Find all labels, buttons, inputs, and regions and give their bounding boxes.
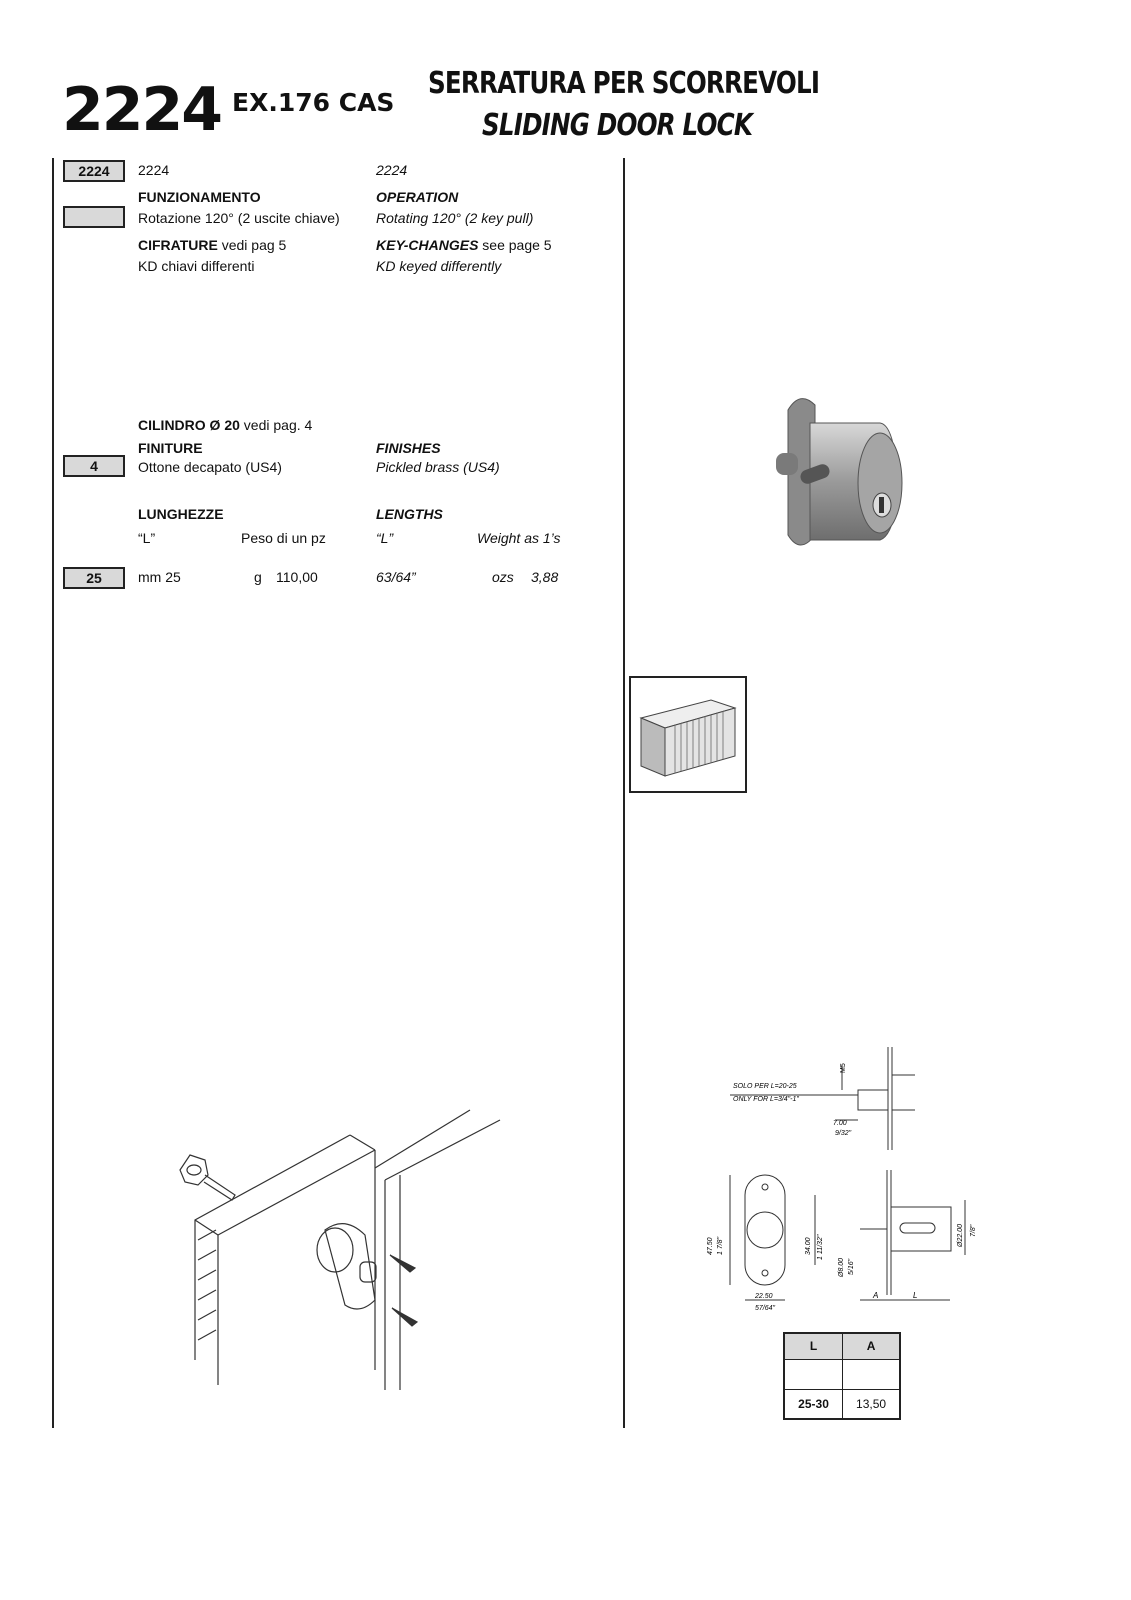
drawing-d932: 9/32" bbox=[835, 1130, 852, 1137]
drawing-d178: 1 7/8" bbox=[717, 1236, 724, 1255]
en-keychanges-ref: see page 5 bbox=[478, 237, 552, 253]
code-box-length: 25 bbox=[63, 567, 125, 589]
technical-drawing-views bbox=[700, 1165, 980, 1315]
drawing-d3400: 34.00 bbox=[805, 1237, 812, 1255]
lock-product-photo bbox=[760, 385, 960, 565]
drawing-label-l: L bbox=[913, 1291, 918, 1300]
ex-code: EX.176 CAS bbox=[232, 88, 395, 117]
en-operation-text: Rotating 120° (2 key pull) bbox=[376, 210, 534, 226]
drawing-d78: 7/8" bbox=[970, 1224, 977, 1237]
en-lengths-heading: LENGTHS bbox=[376, 506, 443, 522]
it-length-value: mm 25 bbox=[138, 569, 181, 585]
en-weight-unit: ozs bbox=[492, 569, 514, 585]
it-code: 2224 bbox=[138, 162, 170, 178]
it-cylinder-ref: vedi pag. 4 bbox=[239, 417, 313, 433]
table-cell-l: 25-30 bbox=[784, 1389, 843, 1419]
it-keychanges bbox=[138, 237, 286, 253]
table-spacer bbox=[784, 1359, 843, 1389]
it-keychanges-heading: CIFRATURE bbox=[138, 237, 218, 253]
drawing-note-english: ONLY FOR L=3/4"-1" bbox=[733, 1096, 799, 1103]
drawing-label-a: A bbox=[873, 1291, 879, 1300]
cabinet-thumbnail bbox=[629, 676, 747, 793]
product-code: 2224 bbox=[62, 75, 221, 145]
drawing-d2200: Ø22.00 bbox=[957, 1224, 964, 1247]
it-cylinder bbox=[138, 417, 312, 433]
it-weight-unit: g bbox=[254, 569, 262, 585]
en-weight-label: Weight as 1’s bbox=[477, 530, 561, 546]
code-box-blank bbox=[63, 206, 125, 228]
it-kd-text: KD chiavi differenti bbox=[138, 258, 255, 274]
code-box-finish: 4 bbox=[63, 455, 125, 477]
title-italian: SERRATURA PER SCORREVOLI bbox=[428, 66, 820, 101]
center-rule bbox=[623, 158, 625, 1428]
drawing-d516: 5/16" bbox=[848, 1258, 855, 1275]
table-spacer bbox=[843, 1359, 900, 1389]
en-l-label: “L” bbox=[376, 530, 394, 546]
it-finish-text: Ottone decapato (US4) bbox=[138, 459, 282, 475]
en-keychanges bbox=[376, 237, 552, 253]
it-keychanges-ref: vedi pag 5 bbox=[217, 237, 287, 253]
table-header-l: L bbox=[784, 1333, 843, 1359]
it-finishes-heading: FINITURE bbox=[138, 440, 203, 456]
title-english: SLIDING DOOR LOCK bbox=[482, 108, 753, 143]
table-cell-a: 13,50 bbox=[843, 1389, 900, 1419]
en-finish-text: Pickled brass (US4) bbox=[376, 459, 500, 475]
en-operation-heading: OPERATION bbox=[376, 189, 459, 205]
installation-drawing bbox=[160, 1100, 520, 1400]
code-box-main: 2224 bbox=[63, 160, 125, 182]
drawing-d4750: 47.50 bbox=[707, 1237, 714, 1255]
it-lengths-heading: LUNGHEZZE bbox=[138, 506, 224, 522]
it-weight-value: 110,00 bbox=[276, 569, 318, 585]
en-kd-text: KD keyed differently bbox=[376, 258, 502, 274]
technical-drawing-top bbox=[730, 1045, 930, 1155]
en-keychanges-heading: KEY-CHANGES bbox=[376, 237, 479, 253]
drawing-d2250: 22.50 bbox=[755, 1293, 773, 1300]
left-rule bbox=[52, 158, 54, 1428]
it-l-label: “L” bbox=[138, 530, 156, 546]
en-code: 2224 bbox=[376, 162, 408, 178]
drawing-d5764: 57/64" bbox=[755, 1305, 776, 1312]
drawing-note-italian: SOLO PER L=20-25 bbox=[733, 1083, 797, 1090]
it-operation-text: Rotazione 120° (2 uscite chiave) bbox=[138, 210, 340, 226]
table-header-a: A bbox=[843, 1333, 900, 1359]
it-weight-label: Peso di un pz bbox=[241, 530, 326, 546]
drawing-d800: Ø8.00 bbox=[838, 1257, 845, 1277]
en-length-value: 63/64” bbox=[376, 569, 416, 585]
drawing-d700: 7.00 bbox=[833, 1120, 847, 1127]
it-cylinder-heading: CILINDRO Ø 20 bbox=[138, 417, 240, 433]
it-operation-heading: FUNZIONAMENTO bbox=[138, 189, 261, 205]
en-finishes-heading: FINISHES bbox=[376, 440, 441, 456]
drawing-m5: M5 bbox=[840, 1063, 847, 1073]
drawing-d11132: 1 11/32" bbox=[817, 1234, 824, 1260]
en-weight-value: 3,88 bbox=[531, 569, 559, 585]
dimension-table bbox=[783, 1332, 901, 1420]
